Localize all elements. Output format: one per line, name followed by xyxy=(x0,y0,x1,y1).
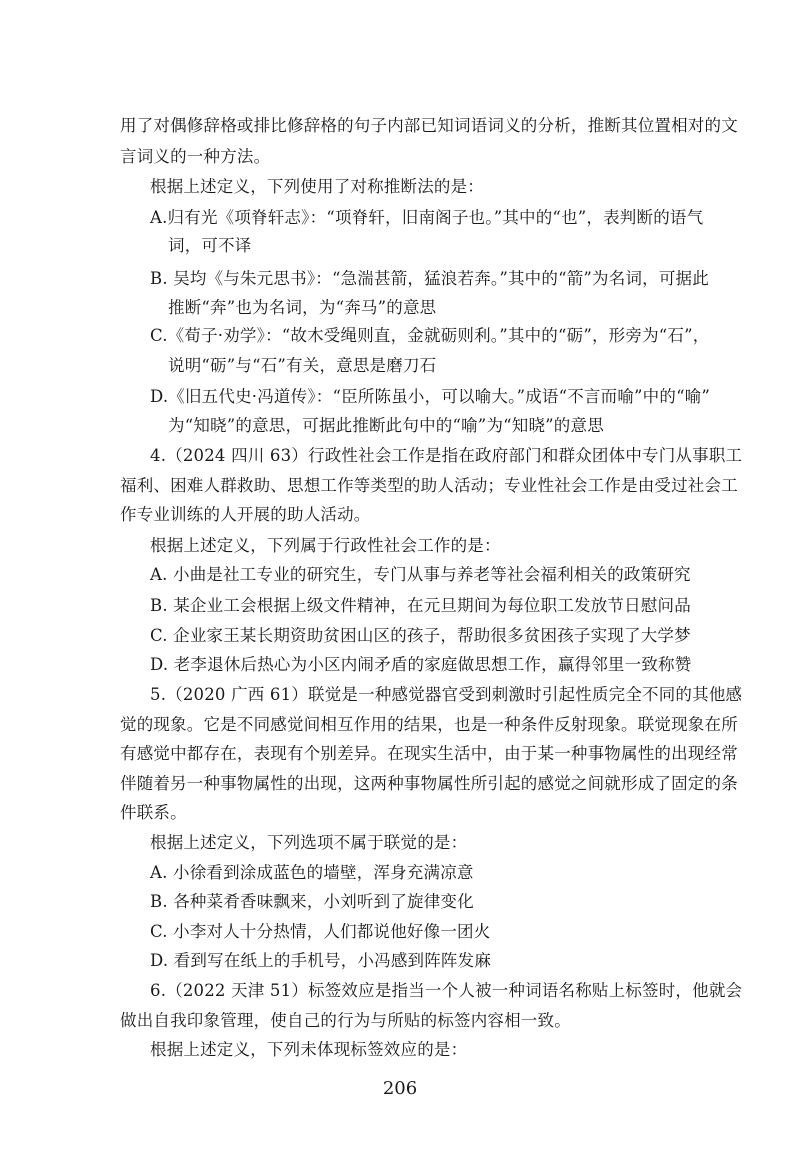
q3-option-d-cont: 为“知晓”的意思，可据此推断此句中的“喻”为“知晓”的意思 xyxy=(168,416,604,435)
q5-stem-line-3: 有感觉中都存在，表现有个别差异。在现实生活中，由于某一种事物属性的出现经常 xyxy=(120,744,738,763)
q5-stem-line-1: 5.（2020 广西 61）联觉是一种感觉器官受到刺激时引起性质完全不同的其他感 xyxy=(150,685,743,704)
q3-option-a-cont: 词，可不译 xyxy=(168,236,252,255)
q5-prompt: 根据上述定义，下列选项不属于联觉的是： xyxy=(150,833,468,852)
q6-stem-line-2: 做出自我印象管理，使自己的行为与所贴的标签内容相一致。 xyxy=(120,1011,571,1030)
q5-stem-line-2: 觉的现象。它是不同感觉间相互作用的结果，也是一种条件反射现象。联觉现象在所 xyxy=(120,715,738,734)
q6-prompt: 根据上述定义，下列未体现标签效应的是： xyxy=(150,1040,468,1059)
q4-option-d: D. 老李退休后热心为小区内闹矛盾的家庭做思想工作，赢得邻里一致称赞 xyxy=(150,655,692,674)
q5-option-a: A. 小徐看到涂成蓝色的墙壁，浑身充满凉意 xyxy=(150,863,474,882)
q4-stem-line-2: 福利、困难人群救助、思想工作等类型的助人活动；专业性社会工作是由受过社会工 xyxy=(120,476,738,495)
q4-option-a: A. 小曲是社工专业的研究生，专门从事与养老等社会福利相关的政策研究 xyxy=(150,565,691,584)
q4-stem-line-3: 作专业训练的人开展的助人活动。 xyxy=(120,505,371,524)
q3-option-a: A.归有光《项脊轩志》：“项脊轩，旧南阁子也。”其中的“也”，表判断的语气 xyxy=(150,208,704,227)
q6-stem-line-1: 6.（2022 天津 51）标签效应是指当一个人被一种词语名称贴上标签时，他就会 xyxy=(150,981,743,1000)
page-number: 206 xyxy=(382,1078,418,1099)
q3-option-c: C.《荀子·劝学》：“故木受绳则直，金就砺则利。”其中的“砺”，形旁为“石”， xyxy=(150,326,710,345)
q3-prompt: 根据上述定义，下列使用了对称推断法的是： xyxy=(150,177,484,196)
q4-option-c: C. 企业家王某长期资助贫困山区的孩子，帮助很多贫困孩子实现了大学梦 xyxy=(150,626,691,645)
q4-prompt: 根据上述定义，下列属于行政性社会工作的是： xyxy=(150,536,501,555)
q5-option-b: B. 各种菜肴香味飘来，小刘听到了旋律变化 xyxy=(150,892,474,911)
intro-line-2: 言词义的一种方法。 xyxy=(120,147,271,166)
q3-option-d: D.《旧五代史·冯道传》：“臣所陈虽小，可以喻大。”成语“不言而喻”中的“喻” xyxy=(150,387,711,406)
q5-stem-line-5: 件联系。 xyxy=(120,803,187,822)
q5-stem-line-4: 伴随着另一种事物属性的出现，这两种事物属性所引起的感觉之间就形成了固定的条 xyxy=(120,774,738,793)
q5-option-c: C. 小李对人十分热情，人们都说他好像一团火 xyxy=(150,922,491,941)
q3-option-b: B. 吴均《与朱元思书》：“急湍甚箭，猛浪若奔。”其中的“箭”为名词，可据此 xyxy=(150,269,709,288)
intro-line-1: 用了对偶修辞格或排比修辞格的句子内部已知词语词义的分析，推断其位置相对的文 xyxy=(120,116,738,135)
q4-option-b: B. 某企业工会根据上级文件精神，在元旦期间为每位职工发放节日慰问品 xyxy=(150,596,691,615)
q3-option-c-cont: 说明“砺”与“石”有关，意思是磨刀石 xyxy=(168,356,437,375)
q4-stem-line-1: 4.（2024 四川 63）行政性社会工作是指在政府部门和群众团体中专门从事职工 xyxy=(150,446,743,465)
q3-option-b-cont: 推断“奔”也为名词，为“奔马”的意思 xyxy=(168,298,437,317)
q5-option-d: D. 看到写在纸上的手机号，小冯感到阵阵发麻 xyxy=(150,951,492,970)
